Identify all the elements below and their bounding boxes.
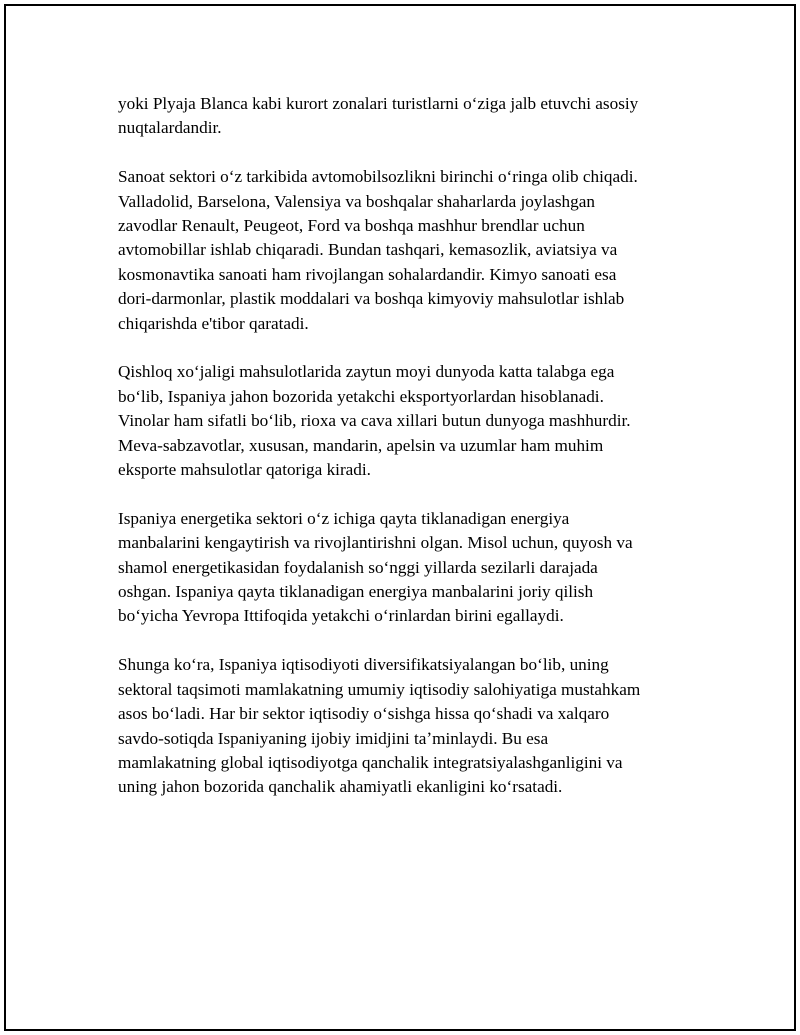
- paragraph-industry-sector: Sanoat sektori oʻz tarkibida avtomobilsozlikni birinchi oʻringa olib chiqadi. Valladolid, Barselona, Valensiya va boshqalar shaharlarda joylashgan zavodlar Renault, Peugeot, Ford va boshqa mashhur brendlar uchun avtomobillar ishlab chiqaradi. Bundan tashqari, kemasozlik, aviatsiya va kosmonavtika sanoati ham rivojlangan sohalardandir. Kimyo sanoati esa dori-darmonlar, plastik moddalari va boshqa kimyoviy mahsulotlar ishlab chiqarishda e'tibor qaratadi.: [118, 167, 638, 333]
- document-body: [118, 92, 688, 824]
- paragraph-agriculture: Qishloq xoʻjaligi mahsulotlarida zaytun moyi dunyoda katta talabga ega boʻlib, Ispaniya jahon bozorida yetakchi eksportyorlardan hisoblanadi. Vinolar ham sifatli boʻlib, rioxa va cava xillari butun dunyoga mashhurdir. Meva-sabzavotlar, xususan, mandarin, apelsin va uzumlar ham muhim eksporte mahsulotlar qatoriga kiradi.: [118, 362, 631, 480]
- paragraph-energy-sector: Ispaniya energetika sektori oʻz ichiga qayta tiklanadigan energiya manbalarini kengaytirish va rivojlantirishni olgan. Misol uchun, quyosh va shamol energetikasidan foydalanish soʻnggi yillarda sezilarli darajada oshgan. Ispaniya qayta tiklanadigan energiya manbalarini joriy qilish boʻyicha Yevropa Ittifoqida yetakchi oʻrinlardan birini egallaydi.: [118, 508, 633, 626]
- paragraph-conclusion: Shunga koʻra, Ispaniya iqtisodiyoti diversifikatsiyalangan boʻlib, uning sektoral taqsimoti mamlakatning umumiy iqtisodiy salohiyatiga mustahkam asos boʻladi. Har bir sektor iqtisodiy oʻsishga hissa qoʻshadi va xalqaro savdo-sotiqda Ispaniyaning ijobiy imidjini taʼminlaydi. Bu esa mamlakatning global iqtisodiyotga qanchalik integratsiyalashganligini va uning jahon bozorida qanchalik ahamiyatli ekanligini koʻrsatadi.: [118, 655, 641, 797]
- paragraph-tourism-continuation: yoki Plyaja Blanca kabi kurort zonalari turistlarni oʻziga jalb etuvchi asosiy nuqtalardandir.: [118, 94, 639, 138]
